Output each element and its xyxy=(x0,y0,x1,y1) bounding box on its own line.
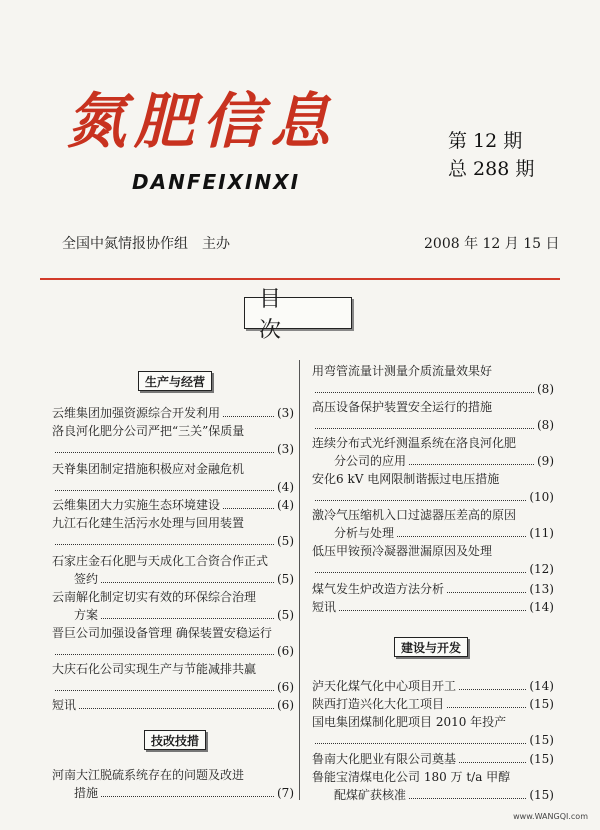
toc-entry[interactable]: 陕西打造兴化大化工项目 (15) xyxy=(312,697,554,711)
toc-entry[interactable]: 煤气发生炉改造方法分析 (13) xyxy=(312,582,554,596)
toc-entry[interactable]: 高压设备保护装置安全运行的措施 (8) xyxy=(312,400,554,432)
section-production: 生产与经营 xyxy=(138,371,212,391)
toc-entry[interactable]: 低压甲铵预冷凝器泄漏原因及处理 (12) xyxy=(312,544,554,576)
toc-entry[interactable]: 连续分布式光纤测温系统在洛良河化肥 分公司的应用 (9) xyxy=(312,436,554,468)
toc-entry[interactable]: 云南解化制定切实有效的环保综合治理 方案 (5) xyxy=(52,590,294,622)
toc-entry[interactable]: 短讯 (14) xyxy=(312,600,554,614)
header-rule xyxy=(40,278,560,280)
issue-number: 第 12 期 xyxy=(448,130,523,152)
toc-entry[interactable]: 短讯 (6) xyxy=(52,698,294,712)
toc-entry[interactable]: 国电集团煤制化肥项目 2010 年投产 (15) xyxy=(312,715,554,747)
column-divider xyxy=(299,360,300,800)
toc-entry[interactable]: 鲁能宝清煤电化公司 180 万 t/a 甲醇 配煤矿获核准 (15) xyxy=(312,770,554,802)
toc-entry[interactable]: 激冷气压缩机入口过滤器压差高的原因 分析与处理 (11) xyxy=(312,508,554,540)
toc-entry[interactable]: 洛良河化肥分公司严把“三关”保质量 (3) xyxy=(52,424,294,456)
watermark: www.WANGQI.com xyxy=(513,812,588,821)
masthead-title: 氮肥信息 xyxy=(66,87,338,157)
toc-entry[interactable]: 石家庄金石化肥与天成化工合资合作正式 签约 (5) xyxy=(52,554,294,586)
toc-entry[interactable]: 云维集团大力实施生态环境建设 (4) xyxy=(52,498,294,512)
toc-entry[interactable]: 安化6 kV 电网限制谐振过电压措施 (10) xyxy=(312,472,554,504)
toc-entry[interactable]: 河南大江脱硫系统存在的问题及改进 措施 (7) xyxy=(52,768,294,800)
toc-entry[interactable]: 用弯管流量计测量介质流量效果好 (8) xyxy=(312,364,554,396)
organizer: 全国中氮情报协作组 主办 xyxy=(62,236,230,252)
toc-entry[interactable]: 九江石化建生活污水处理与回用装置 (5) xyxy=(52,516,294,548)
toc-entry[interactable]: 鲁南大化肥业有限公司奠基 (15) xyxy=(312,752,554,766)
section-construction: 建设与开发 xyxy=(394,637,468,657)
publish-date: 2008 年 12 月 15 日 xyxy=(424,236,560,252)
toc-entry[interactable]: 晋巨公司加强设备管理 确保装置安稳运行 (6) xyxy=(52,626,294,658)
toc-entry[interactable]: 天脊集团制定措施积极应对金融危机 (4) xyxy=(52,462,294,494)
toc-title: 目 次 xyxy=(244,297,352,329)
toc-entry[interactable]: 云维集团加强资源综合开发利用 (3) xyxy=(52,406,294,420)
total-issue-number: 总 288 期 xyxy=(448,158,535,180)
section-tech-reform: 技改技措 xyxy=(144,730,206,750)
toc-entry[interactable]: 泸天化煤气化中心项目开工 (14) xyxy=(312,679,554,693)
masthead-pinyin: DANFEIXINXI xyxy=(132,170,301,194)
toc-entry[interactable]: 大庆石化公司实现生产与节能减排共赢 (6) xyxy=(52,662,294,694)
